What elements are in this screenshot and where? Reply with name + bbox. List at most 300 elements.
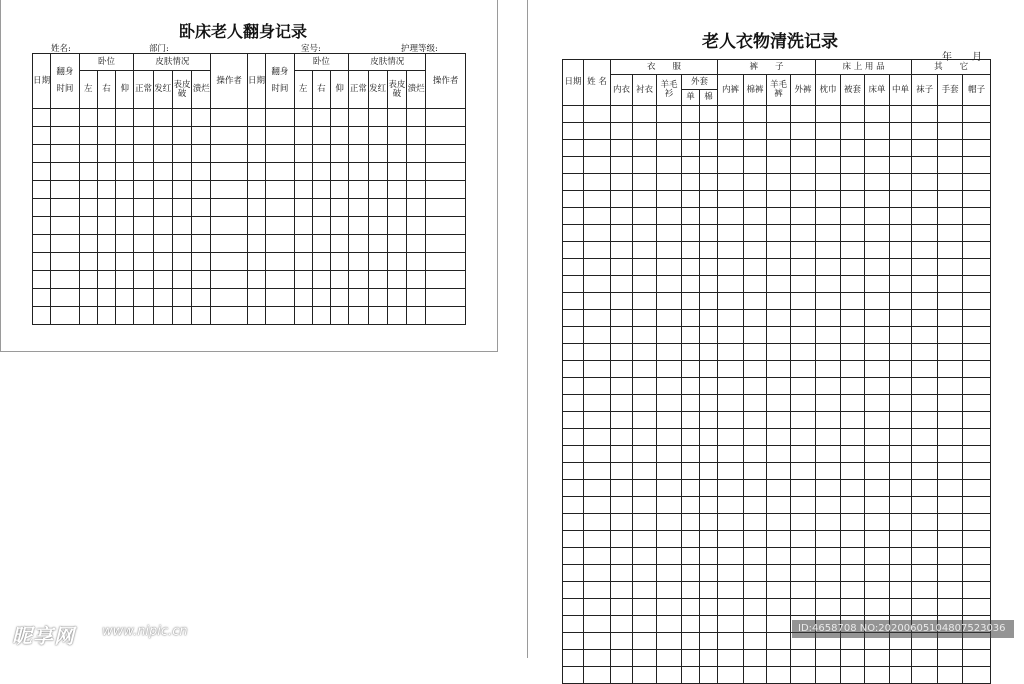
blank-cell <box>172 163 191 181</box>
table-row <box>563 310 991 327</box>
blank-cell <box>963 225 991 242</box>
blank-cell <box>584 293 611 310</box>
blank-cell <box>700 293 718 310</box>
table-row <box>33 235 466 253</box>
blank-cell <box>938 650 963 667</box>
blank-cell <box>657 174 682 191</box>
blank-cell <box>312 163 330 181</box>
blank-cell <box>331 163 349 181</box>
blank-cell <box>563 616 584 633</box>
blank-cell <box>700 446 718 463</box>
blank-cell <box>211 307 248 325</box>
blank-cell <box>718 446 744 463</box>
blank-cell <box>890 378 912 395</box>
blank-cell <box>791 361 816 378</box>
name-header: 姓 名 <box>584 60 611 106</box>
blank-cell <box>744 310 767 327</box>
blank-cell <box>368 271 387 289</box>
blank-cell <box>816 361 841 378</box>
blank-cell <box>938 191 963 208</box>
blank-cell <box>682 140 700 157</box>
blank-cell <box>426 181 466 199</box>
blank-cell <box>584 497 611 514</box>
turn-time-header: 翻身 时间 <box>51 54 79 109</box>
blank-cell <box>700 582 718 599</box>
blank-cell <box>744 361 767 378</box>
blank-cell <box>611 480 633 497</box>
blank-cell <box>816 446 841 463</box>
blank-cell <box>767 667 791 684</box>
blank-cell <box>865 276 890 293</box>
blank-cell <box>657 446 682 463</box>
blank-cell <box>633 344 657 361</box>
blank-cell <box>841 361 865 378</box>
blank-cell <box>633 633 657 650</box>
blank-cell <box>744 191 767 208</box>
blank-cell <box>816 140 841 157</box>
gloves-header: 手套 <box>938 75 963 106</box>
blank-cell <box>657 429 682 446</box>
blank-cell <box>407 163 426 181</box>
blank-cell <box>816 599 841 616</box>
skin-ulcer-header-2: 溃烂 <box>407 71 426 109</box>
table-row <box>563 531 991 548</box>
blank-cell <box>349 145 368 163</box>
blank-cell <box>563 106 584 123</box>
blank-cell <box>912 361 938 378</box>
blank-cell <box>611 582 633 599</box>
blank-cell <box>718 633 744 650</box>
blank-cell <box>700 140 718 157</box>
blank-cell <box>841 565 865 582</box>
blank-cell <box>700 395 718 412</box>
blank-cell <box>963 446 991 463</box>
blank-cell <box>611 650 633 667</box>
blank-cell <box>938 276 963 293</box>
table-row <box>563 242 991 259</box>
blank-cell <box>912 191 938 208</box>
blank-cell <box>841 242 865 259</box>
blank-cell <box>718 412 744 429</box>
blank-cell <box>938 667 963 684</box>
blank-cell <box>611 191 633 208</box>
blank-cell <box>211 199 248 217</box>
blank-cell <box>744 293 767 310</box>
blank-cell <box>938 429 963 446</box>
blank-cell <box>682 429 700 446</box>
table-row <box>563 565 991 582</box>
blank-cell <box>890 412 912 429</box>
blank-cell <box>294 145 312 163</box>
blank-cell <box>700 310 718 327</box>
table-row <box>563 293 991 310</box>
blank-cell <box>633 225 657 242</box>
blank-cell <box>134 289 153 307</box>
blank-cell <box>767 276 791 293</box>
blank-cell <box>266 253 294 271</box>
blank-cell <box>816 497 841 514</box>
blank-cell <box>584 514 611 531</box>
blank-cell <box>890 191 912 208</box>
blank-cell <box>938 327 963 344</box>
blank-cell <box>633 548 657 565</box>
blank-cell <box>744 429 767 446</box>
blank-cell <box>51 181 79 199</box>
blank-cell <box>700 344 718 361</box>
blank-cell <box>633 174 657 191</box>
blank-cell <box>266 271 294 289</box>
blank-cell <box>657 242 682 259</box>
blank-cell <box>890 140 912 157</box>
blank-cell <box>865 582 890 599</box>
blank-cell <box>584 378 611 395</box>
blank-cell <box>767 208 791 225</box>
blank-cell <box>633 463 657 480</box>
blank-cell <box>633 650 657 667</box>
blank-cell <box>192 235 211 253</box>
blank-cell <box>172 235 191 253</box>
blank-cell <box>611 344 633 361</box>
blank-cell <box>368 109 387 127</box>
blank-cell <box>172 217 191 235</box>
laundry-record-title: 老人衣物清洗记录 <box>702 32 838 52</box>
blank-cell <box>97 289 115 307</box>
coat-cotton-header: 棉 <box>700 90 718 106</box>
blank-cell <box>611 412 633 429</box>
pos-back-header: 仰 <box>116 71 134 109</box>
blank-cell <box>767 463 791 480</box>
table-row <box>563 106 991 123</box>
blank-cell <box>963 395 991 412</box>
blank-cell <box>426 199 466 217</box>
blank-cell <box>963 174 991 191</box>
blank-cell <box>211 127 248 145</box>
blank-cell <box>938 157 963 174</box>
blank-cell <box>938 497 963 514</box>
blank-cell <box>767 480 791 497</box>
blank-cell <box>611 514 633 531</box>
blank-cell <box>211 271 248 289</box>
blank-cell <box>767 429 791 446</box>
blank-cell <box>767 650 791 667</box>
blank-cell <box>841 276 865 293</box>
blank-cell <box>963 361 991 378</box>
blank-cell <box>134 199 153 217</box>
blank-cell <box>890 531 912 548</box>
blank-cell <box>294 289 312 307</box>
blank-cell <box>744 531 767 548</box>
blank-cell <box>563 599 584 616</box>
blank-cell <box>963 344 991 361</box>
blank-cell <box>51 289 79 307</box>
blank-cell <box>912 582 938 599</box>
blank-cell <box>682 463 700 480</box>
blank-cell <box>426 127 466 145</box>
table-row <box>563 344 991 361</box>
blank-cell <box>682 395 700 412</box>
blank-cell <box>682 293 700 310</box>
blank-cell <box>387 145 406 163</box>
blank-cell <box>563 123 584 140</box>
blank-cell <box>611 463 633 480</box>
blank-cell <box>890 225 912 242</box>
blank-cell <box>744 616 767 633</box>
blank-cell <box>938 599 963 616</box>
blank-cell <box>816 531 841 548</box>
blank-cell <box>841 123 865 140</box>
blank-cell <box>33 109 51 127</box>
blank-cell <box>963 191 991 208</box>
blank-cell <box>633 429 657 446</box>
blank-cell <box>426 253 466 271</box>
blank-cell <box>938 531 963 548</box>
blank-cell <box>841 106 865 123</box>
blank-cell <box>426 289 466 307</box>
blank-cell <box>744 497 767 514</box>
shirt-header: 衬衣 <box>633 75 657 106</box>
blank-cell <box>718 310 744 327</box>
watermark-url: www.nipic.cn <box>102 624 188 639</box>
blank-cell <box>841 174 865 191</box>
blank-cell <box>563 514 584 531</box>
blank-cell <box>865 565 890 582</box>
blank-cell <box>890 106 912 123</box>
blank-cell <box>791 667 816 684</box>
blank-cell <box>963 412 991 429</box>
blank-cell <box>153 271 172 289</box>
blank-cell <box>700 378 718 395</box>
table-row <box>33 271 466 289</box>
blank-cell <box>563 327 584 344</box>
blank-cell <box>938 514 963 531</box>
blank-cell <box>890 667 912 684</box>
table-row <box>33 163 466 181</box>
watermark-logo: 昵享网 <box>12 624 75 648</box>
blank-cell <box>841 480 865 497</box>
table-row <box>563 140 991 157</box>
blank-cell <box>611 293 633 310</box>
blank-cell <box>963 599 991 616</box>
blank-cell <box>584 599 611 616</box>
blank-cell <box>865 123 890 140</box>
blank-cell <box>700 565 718 582</box>
blank-cell <box>657 140 682 157</box>
blank-cell <box>816 514 841 531</box>
blank-cell <box>116 145 134 163</box>
table-row <box>563 395 991 412</box>
blank-cell <box>584 531 611 548</box>
blank-cell <box>611 531 633 548</box>
blank-cell <box>79 109 97 127</box>
pos-left-header-2: 左 <box>294 71 312 109</box>
blank-cell <box>172 307 191 325</box>
blank-cell <box>312 253 330 271</box>
blank-cell <box>387 217 406 235</box>
blank-cell <box>611 616 633 633</box>
coat-single-header: 单 <box>682 90 700 106</box>
blank-cell <box>584 616 611 633</box>
blank-cell <box>938 395 963 412</box>
blank-cell <box>938 344 963 361</box>
blank-cell <box>611 565 633 582</box>
blank-cell <box>349 307 368 325</box>
blank-cell <box>682 582 700 599</box>
blank-cell <box>912 310 938 327</box>
blank-cell <box>172 253 191 271</box>
blank-cell <box>700 242 718 259</box>
blank-cell <box>718 140 744 157</box>
blank-cell <box>744 463 767 480</box>
blank-cell <box>938 293 963 310</box>
blank-cell <box>791 140 816 157</box>
blank-cell <box>192 109 211 127</box>
blank-cell <box>97 163 115 181</box>
blank-cell <box>841 395 865 412</box>
blank-cell <box>153 235 172 253</box>
blank-cell <box>387 109 406 127</box>
blank-cell <box>657 191 682 208</box>
blank-cell <box>294 109 312 127</box>
blank-cell <box>890 361 912 378</box>
blank-cell <box>841 650 865 667</box>
blank-cell <box>563 412 584 429</box>
table-row <box>563 361 991 378</box>
blank-cell <box>841 208 865 225</box>
blank-cell <box>890 174 912 191</box>
blank-cell <box>816 582 841 599</box>
blank-cell <box>247 109 265 127</box>
blank-cell <box>633 378 657 395</box>
blank-cell <box>563 208 584 225</box>
blank-cell <box>912 106 938 123</box>
blank-cell <box>767 191 791 208</box>
small-sheet-header: 中单 <box>890 75 912 106</box>
blank-cell <box>153 307 172 325</box>
blank-cell <box>890 599 912 616</box>
blank-cell <box>744 480 767 497</box>
blank-cell <box>816 293 841 310</box>
blank-cell <box>97 181 115 199</box>
blank-cell <box>563 497 584 514</box>
dept-field-label: 部门: <box>149 44 169 54</box>
year-month-label: 年 月 <box>942 52 982 63</box>
blank-cell <box>563 650 584 667</box>
blank-cell <box>172 145 191 163</box>
blank-cell <box>611 497 633 514</box>
blank-cell <box>134 235 153 253</box>
blank-cell <box>767 157 791 174</box>
blank-cell <box>938 480 963 497</box>
blank-cell <box>563 633 584 650</box>
blank-cell <box>33 253 51 271</box>
blank-cell <box>584 633 611 650</box>
blank-cell <box>890 208 912 225</box>
blank-cell <box>331 181 349 199</box>
blank-cell <box>912 599 938 616</box>
blank-cell <box>718 259 744 276</box>
blank-cell <box>633 157 657 174</box>
table-row <box>563 378 991 395</box>
blank-cell <box>744 123 767 140</box>
blank-cell <box>79 235 97 253</box>
blank-cell <box>682 174 700 191</box>
blank-cell <box>368 307 387 325</box>
blank-cell <box>682 480 700 497</box>
blank-cell <box>407 145 426 163</box>
blank-cell <box>682 667 700 684</box>
blank-cell <box>816 259 841 276</box>
blank-cell <box>312 109 330 127</box>
blank-cell <box>247 199 265 217</box>
blank-cell <box>912 463 938 480</box>
wool-pants-header: 羊毛裤 <box>767 75 791 106</box>
blank-cell <box>890 327 912 344</box>
blank-cell <box>584 310 611 327</box>
blank-cell <box>816 310 841 327</box>
blank-cell <box>33 289 51 307</box>
blank-cell <box>387 235 406 253</box>
blank-cell <box>584 259 611 276</box>
blank-cell <box>584 548 611 565</box>
blank-cell <box>890 310 912 327</box>
blank-cell <box>963 157 991 174</box>
blank-cell <box>682 225 700 242</box>
blank-cell <box>247 271 265 289</box>
blank-cell <box>865 412 890 429</box>
blank-cell <box>841 412 865 429</box>
blank-cell <box>387 307 406 325</box>
blank-cell <box>890 548 912 565</box>
blank-cell <box>865 327 890 344</box>
blank-cell <box>172 271 191 289</box>
blank-cell <box>192 163 211 181</box>
blank-cell <box>563 276 584 293</box>
blank-cell <box>718 327 744 344</box>
blank-cell <box>633 616 657 633</box>
blank-cell <box>657 123 682 140</box>
blank-cell <box>387 163 406 181</box>
blank-cell <box>407 217 426 235</box>
blank-cell <box>841 514 865 531</box>
blank-cell <box>865 429 890 446</box>
blank-cell <box>938 225 963 242</box>
table-row <box>563 463 991 480</box>
blank-cell <box>584 565 611 582</box>
blank-cell <box>266 109 294 127</box>
blank-cell <box>938 378 963 395</box>
blank-cell <box>266 307 294 325</box>
blank-cell <box>700 548 718 565</box>
blank-cell <box>633 480 657 497</box>
blank-cell <box>611 327 633 344</box>
bed-sheet-header: 床单 <box>865 75 890 106</box>
blank-cell <box>700 633 718 650</box>
blank-cell <box>266 235 294 253</box>
blank-cell <box>633 310 657 327</box>
blank-cell <box>266 217 294 235</box>
blank-cell <box>912 378 938 395</box>
blank-cell <box>633 361 657 378</box>
blank-cell <box>657 531 682 548</box>
blank-cell <box>865 242 890 259</box>
blank-cell <box>816 242 841 259</box>
blank-cell <box>192 271 211 289</box>
blank-cell <box>134 109 153 127</box>
blank-cell <box>682 514 700 531</box>
blank-cell <box>890 480 912 497</box>
blank-cell <box>938 123 963 140</box>
blank-cell <box>700 514 718 531</box>
